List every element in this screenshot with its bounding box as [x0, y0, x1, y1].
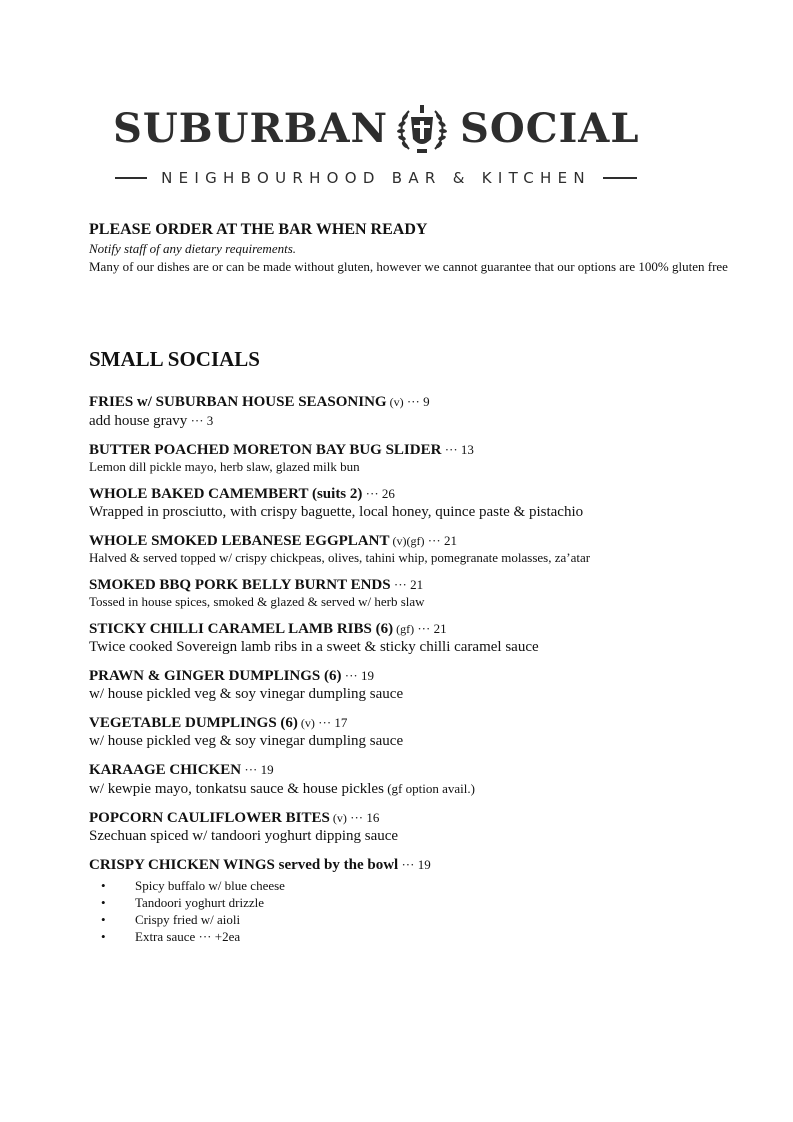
menu-item-name: VEGETABLE DUMPLINGS (6) — [89, 715, 298, 731]
menu-item — [89, 532, 749, 566]
logo-tagline: NEIGHBOURHOOD BAR & KITCHEN — [161, 169, 591, 187]
description-text: w/ kewpie mayo, tonkatsu sauce & house pickles — [89, 781, 384, 797]
list-item — [89, 894, 749, 911]
tagline-rule-left — [115, 177, 147, 179]
menu-item-price: ··· 9 — [403, 394, 430, 409]
list-item — [89, 911, 749, 928]
list-item — [89, 877, 749, 894]
menu-item-price: ··· 21 — [390, 577, 424, 592]
tagline-rule-right — [603, 177, 637, 179]
logo-word-suburban: SUBURBAN — [113, 105, 389, 152]
menu-item-name: STICKY CHILLI CARAMEL LAMB RIBS (6) — [89, 621, 394, 637]
menu-item-price: ··· 16 — [346, 810, 380, 825]
menu-item — [89, 441, 749, 475]
menu-item-description: Twice cooked Sovereign lamb ribs in a sweet & sticky chilli caramel sauce — [89, 639, 539, 655]
menu-item-description: w/ house pickled veg & soy vinegar dumpling sauce — [89, 733, 404, 749]
option-text: Extra sauce ··· +2ea — [135, 929, 241, 944]
option-text: Crispy fried w/ aioli — [135, 912, 241, 927]
menu-item-name: WHOLE SMOKED LEBANESE EGGPLANT — [89, 533, 390, 549]
menu-item-name: KARAAGE CHICKEN — [89, 762, 242, 778]
addon-price: ··· 3 — [187, 413, 214, 428]
menu-item-description: Szechuan spiced w/ tandoori yoghurt dipping sauce — [89, 828, 399, 844]
menu-item-title — [89, 761, 749, 779]
menu-item-list — [89, 393, 749, 955]
restaurant-logo — [113, 100, 640, 190]
laurel-crest-icon — [395, 103, 449, 157]
menu-item-description: w/ house pickled veg & soy vinegar dumpling sauce — [89, 686, 404, 702]
menu-item-title — [89, 532, 749, 550]
menu-item — [89, 809, 749, 846]
menu-item-price: ··· 19 — [398, 857, 431, 872]
menu-item — [89, 761, 749, 799]
addon-text: add house gravy — [89, 413, 188, 429]
menu-item-description: Lemon dill pickle mayo, herb slaw, glazed milk bun — [89, 459, 360, 474]
menu-item-name: FRIES w/ SUBURBAN HOUSE SEASONING — [89, 394, 387, 410]
menu-item-name: CRISPY CHICKEN WINGS served by the bowl — [89, 857, 399, 873]
menu-item-price: ··· 19 — [341, 668, 374, 683]
menu-item-title — [89, 667, 749, 685]
menu-item — [89, 856, 749, 945]
menu-item-price: ··· 26 — [362, 486, 395, 501]
menu-item — [89, 485, 749, 522]
dietary-tag: (gf) — [393, 622, 415, 636]
wing-sauce-options — [89, 877, 749, 945]
menu-item-description: Tossed in house spices, smoked & glazed & served w/ herb slaw — [89, 594, 425, 609]
menu-item-name: POPCORN CAULIFLOWER BITES — [89, 810, 330, 826]
menu-item-name: WHOLE BAKED CAMEMBERT (suits 2) — [89, 486, 363, 502]
menu-item-description — [89, 779, 749, 799]
section-title: SMALL SOCIALS — [89, 347, 260, 371]
menu-item-name: SMOKED BBQ PORK BELLY BURNT ENDS — [89, 577, 391, 593]
list-item — [89, 928, 749, 945]
bullet-icon: • — [101, 929, 106, 944]
menu-item-title — [89, 485, 749, 503]
menu-item — [89, 667, 749, 704]
menu-item — [89, 620, 749, 657]
dietary-tag: (v)(gf) — [389, 534, 425, 548]
bullet-icon: • — [101, 912, 106, 927]
dietary-tag: (v) — [297, 716, 315, 730]
menu-item-title — [89, 576, 749, 594]
dietary-note: Notify staff of any dietary requirements. — [89, 241, 297, 256]
menu-item — [89, 714, 749, 751]
menu-item-title — [89, 393, 749, 411]
menu-item-title — [89, 856, 749, 874]
bullet-icon: • — [101, 895, 106, 910]
menu-item-description — [89, 411, 749, 431]
menu-item-description: Wrapped in prosciutto, with crispy baguette, local honey, quince paste & pistachio — [89, 504, 584, 520]
menu-item-price: ··· 13 — [441, 442, 474, 457]
menu-item-price: ··· 21 — [414, 621, 447, 636]
menu-item-title — [89, 620, 749, 638]
gluten-free-note: (gf option avail.) — [383, 781, 475, 796]
menu-item-price: ··· 17 — [314, 715, 348, 730]
menu-item-title — [89, 714, 749, 732]
menu-item-title — [89, 809, 749, 827]
menu-item — [89, 393, 749, 431]
logo-word-social: SOCIAL — [460, 105, 640, 152]
option-text: Spicy buffalo w/ blue cheese — [135, 878, 285, 893]
menu-item — [89, 576, 749, 610]
dietary-tag: (v) — [329, 811, 347, 825]
menu-item-title — [89, 441, 749, 459]
menu-item-name: BUTTER POACHED MORETON BAY BUG SLIDER — [89, 442, 442, 458]
menu-item-description: Halved & served topped w/ crispy chickpeas, olives, tahini whip, pomegranate molasses, za’atar — [89, 550, 591, 565]
ordering-notice — [89, 220, 729, 276]
logo-tagline-row — [113, 166, 640, 190]
menu-item-price: ··· 19 — [241, 762, 274, 777]
option-text: Tandoori yoghurt drizzle — [135, 895, 265, 910]
menu-item-name: PRAWN & GINGER DUMPLINGS (6) — [89, 668, 342, 684]
notice-heading: PLEASE ORDER AT THE BAR WHEN READY — [89, 221, 428, 238]
dietary-tag: (v) — [386, 395, 404, 409]
menu-item-price: ··· 21 — [424, 533, 457, 548]
gluten-disclaimer: Many of our dishes are or can be made without gluten, however we cannot guarantee that our options are 100% gluten free — [89, 259, 728, 274]
bullet-icon: • — [101, 878, 106, 893]
